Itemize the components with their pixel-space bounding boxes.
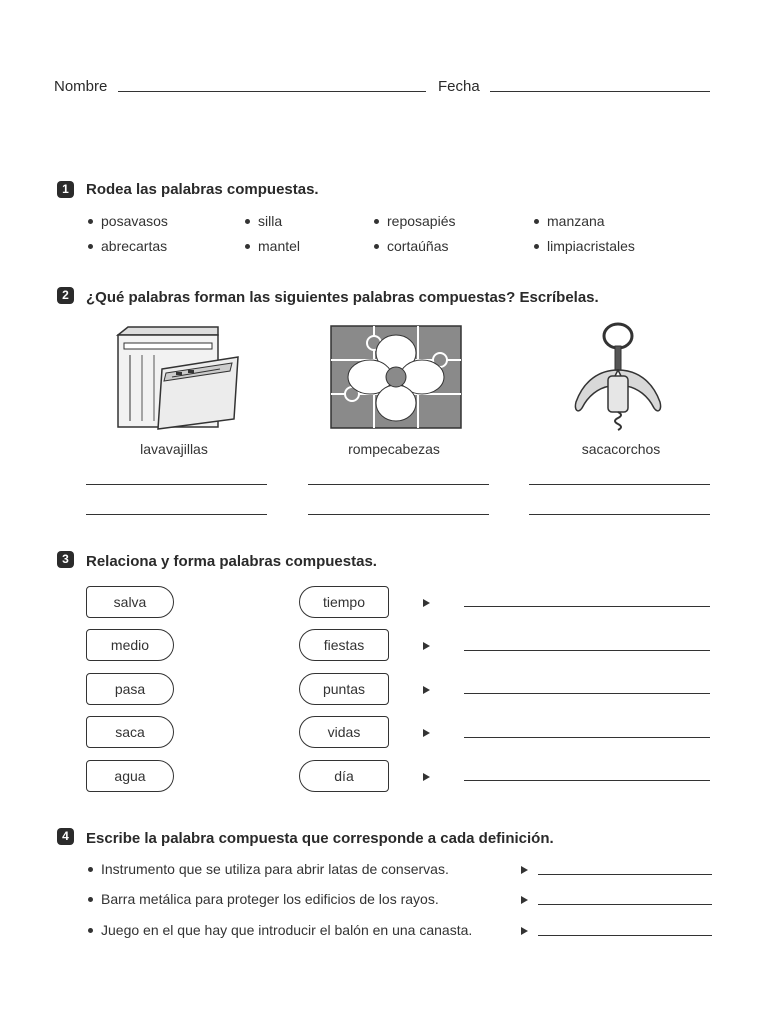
bullet-icon (534, 244, 539, 249)
answer-line[interactable] (529, 514, 710, 515)
exercise-3-number: 3 (57, 551, 74, 568)
answer-line[interactable] (86, 484, 267, 485)
exercise-2-number: 2 (57, 287, 74, 304)
exercise-2-instruction: ¿Qué palabras forman las siguientes palabras compuestas? Escríbelas. (86, 289, 599, 306)
answer-line[interactable] (538, 935, 712, 936)
answer-line[interactable] (464, 693, 710, 694)
word-item[interactable]: reposapiés (374, 213, 456, 229)
definition-item: Juego en el que hay que introducir el balón en una canasta. (88, 922, 472, 938)
date-label: Fecha (438, 78, 480, 95)
answer-line[interactable] (529, 484, 710, 485)
answer-line[interactable] (308, 514, 489, 515)
bullet-icon (534, 219, 539, 224)
exercise-4-instruction: Escribe la palabra compuesta que corresponde a cada definición. (86, 830, 554, 847)
right-word-box[interactable]: fiestas (299, 629, 389, 661)
answer-line[interactable] (538, 904, 712, 905)
dishwasher-icon (114, 325, 242, 431)
left-word-box[interactable]: salva (86, 586, 174, 618)
word-item[interactable]: posavasos (88, 213, 168, 229)
answer-line[interactable] (538, 874, 712, 875)
right-word-box[interactable]: tiempo (299, 586, 389, 618)
name-input-line[interactable] (118, 91, 426, 92)
bullet-icon (88, 867, 93, 872)
left-word-box[interactable]: medio (86, 629, 174, 661)
word-item[interactable]: manzana (534, 213, 605, 229)
bullet-icon (88, 897, 93, 902)
right-word-box[interactable]: día (299, 760, 389, 792)
answer-line[interactable] (308, 484, 489, 485)
image-label-puzzle: rompecabezas (348, 441, 440, 457)
bullet-icon (88, 244, 93, 249)
answer-line[interactable] (86, 514, 267, 515)
exercise-1-number: 1 (57, 181, 74, 198)
name-label: Nombre (54, 78, 108, 95)
image-label-dishwasher: lavavajillas (140, 441, 208, 457)
arrow-icon (423, 729, 430, 737)
word-item[interactable]: cortaúñas (374, 238, 448, 254)
date-input-line[interactable] (490, 91, 710, 92)
left-word-box[interactable]: saca (86, 716, 174, 748)
arrow-icon (521, 896, 528, 904)
puzzle-icon (330, 325, 462, 429)
left-word-box[interactable]: pasa (86, 673, 174, 705)
arrow-icon (521, 866, 528, 874)
definition-item: Barra metálica para proteger los edificios de los rayos. (88, 891, 439, 907)
bullet-icon (245, 219, 250, 224)
bullet-icon (88, 928, 93, 933)
word-item[interactable]: mantel (245, 238, 300, 254)
arrow-icon (423, 773, 430, 781)
image-label-corkscrew: sacacorchos (581, 441, 661, 457)
bullet-icon (88, 219, 93, 224)
arrow-icon (423, 642, 430, 650)
word-item[interactable]: abrecartas (88, 238, 167, 254)
definition-item: Instrumento que se utiliza para abrir latas de conservas. (88, 861, 449, 877)
arrow-icon (423, 686, 430, 694)
exercise-4-number: 4 (57, 828, 74, 845)
bullet-icon (374, 219, 379, 224)
answer-line[interactable] (464, 606, 710, 607)
word-item[interactable]: limpiacristales (534, 238, 635, 254)
corkscrew-icon (570, 322, 666, 432)
answer-line[interactable] (464, 737, 710, 738)
left-word-box[interactable]: agua (86, 760, 174, 792)
arrow-icon (423, 599, 430, 607)
exercise-1-instruction: Rodea las palabras compuestas. (86, 181, 319, 198)
exercise-3-instruction: Relaciona y forma palabras compuestas. (86, 553, 377, 570)
word-item[interactable]: silla (245, 213, 282, 229)
right-word-box[interactable]: puntas (299, 673, 389, 705)
right-word-box[interactable]: vidas (299, 716, 389, 748)
bullet-icon (245, 244, 250, 249)
arrow-icon (521, 927, 528, 935)
answer-line[interactable] (464, 650, 710, 651)
answer-line[interactable] (464, 780, 710, 781)
bullet-icon (374, 244, 379, 249)
